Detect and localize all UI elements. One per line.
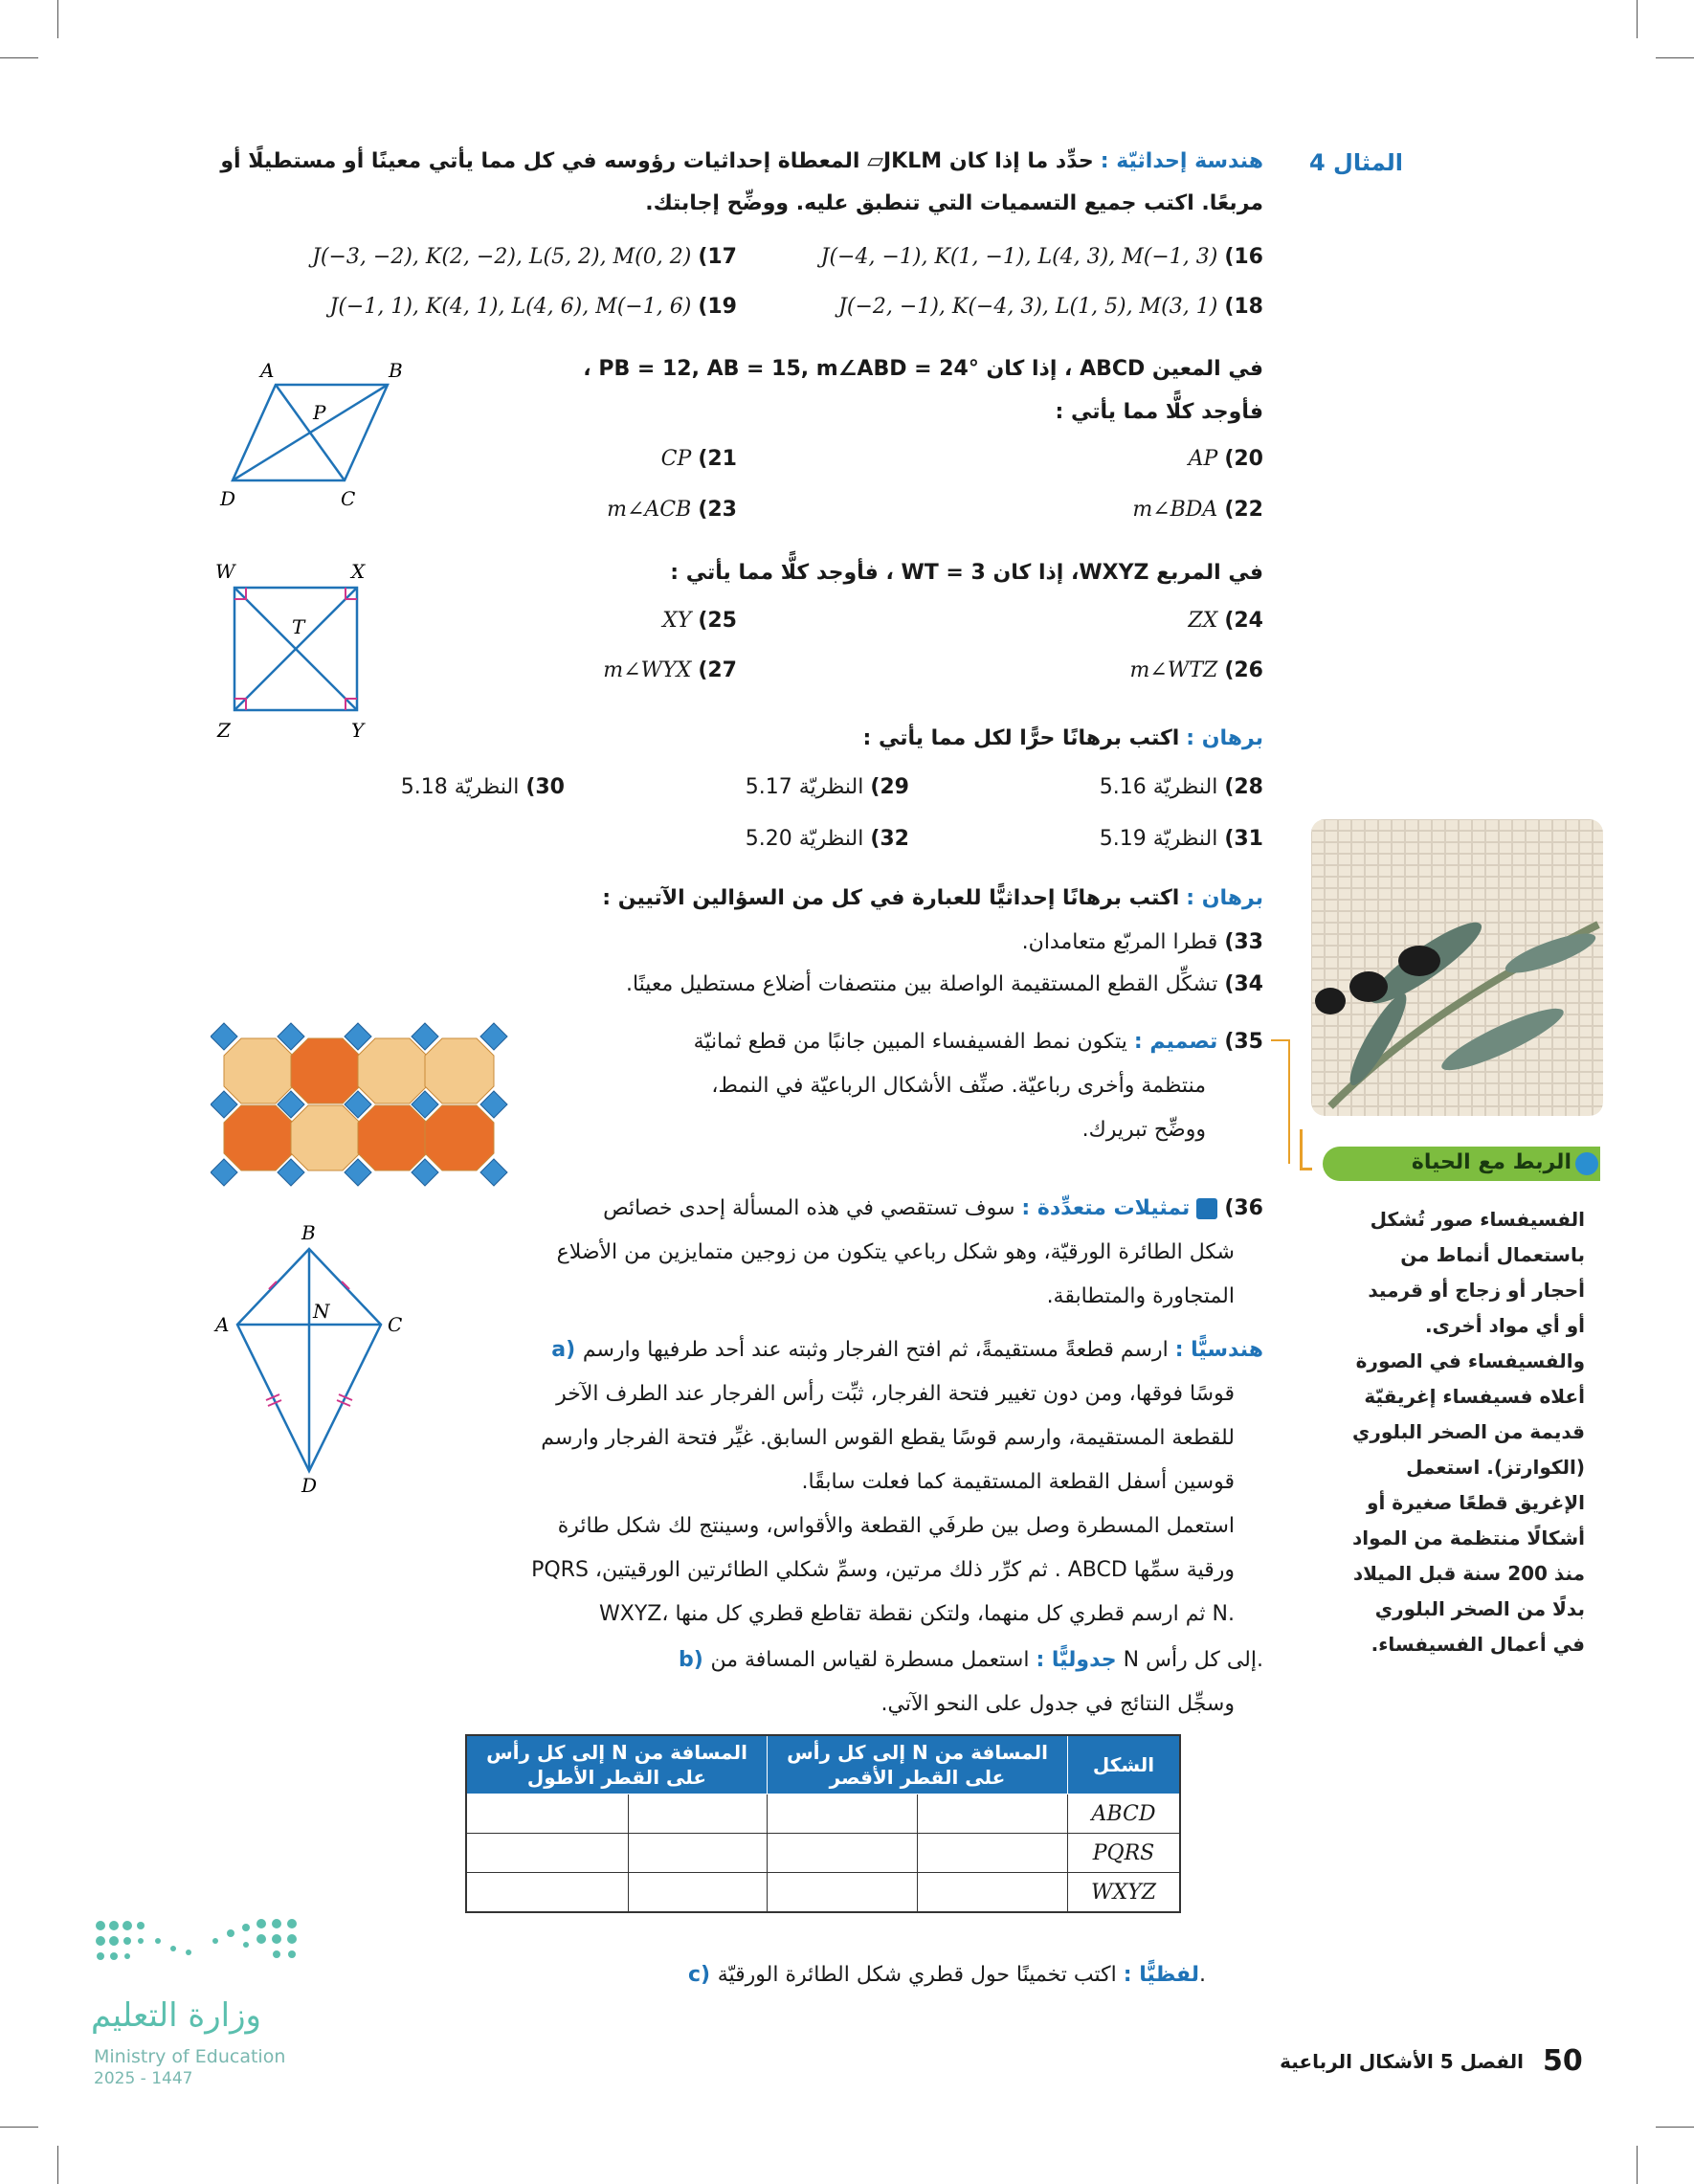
part-a-line: ورقية سمِّها ABCD . ثم كرِّر ذلك مرتين، وسمِّ شكلي الطائرتين الورقيتين، PQRS	[531, 1558, 1235, 1582]
exercise-28: 28) النظريّة 5.16	[1099, 775, 1263, 799]
part-a-line: استعمل المسطرة وصل بين طرفَي القطعة والأقواس، وسينتج لك شكل طائرة	[557, 1514, 1235, 1538]
connector-line	[1288, 1039, 1290, 1164]
design-line3: ووضِّح تبريرك.	[1081, 1118, 1206, 1142]
table-header-shape: الشكل	[1068, 1735, 1181, 1794]
table-cell[interactable]	[628, 1834, 767, 1873]
exercise-35: 35) تصميم : يتكون نمط الفسيفساء المبين جانبًا من قطع ثمانيّة	[693, 1030, 1263, 1054]
ministry-year: 2025 - 1447	[94, 2069, 193, 2088]
example-topic: هندسة إحداثيّة :	[1100, 149, 1263, 173]
table-row	[466, 1834, 1180, 1873]
exercise-22: 22) m∠BDA	[1132, 498, 1263, 522]
table-cell-shape: PQRS	[1068, 1834, 1181, 1873]
square-label-y: Y	[351, 719, 365, 742]
kite-label-a: A	[215, 1313, 230, 1336]
rhombus-intro2: فأوجد كلًّا مما يأتي :	[1055, 400, 1263, 424]
rhombus-label-c: C	[341, 487, 356, 510]
example-intro	[211, 144, 1263, 179]
table-row	[466, 1873, 1180, 1913]
exercise-34: 34) تشكِّل القطع المستقيمة الواصلة بين منتصفات أضلاع مستطيل معينًا.	[625, 972, 1263, 996]
table-cell[interactable]	[918, 1834, 1068, 1873]
square-intro: في المربع WXYZ، إذا كان WT = 3 ، فأوجد كلًّا مما يأتي :	[670, 561, 1263, 585]
table-header-long: المسافة من N إلى كل رأس على القطر الأطول	[466, 1735, 768, 1794]
exercise-24: 24) ZX	[1188, 609, 1263, 633]
kite-label-d: D	[301, 1474, 318, 1497]
connector-line	[1271, 1039, 1290, 1041]
exercise-29: 29) النظريّة 5.17	[745, 775, 909, 799]
table-cell[interactable]	[628, 1873, 767, 1913]
ministry-english: Ministry of Education	[94, 2046, 286, 2067]
square-label-w: W	[215, 560, 235, 583]
multi-intro-line3: المتجاورة والمتطابقة.	[1046, 1284, 1235, 1308]
exercise-18: 18) J(−2, −1), K(−4, 3), L(1, 5), M(3, 1)	[838, 295, 1263, 319]
exercise-17: 17) J(−3, −2), K(2, −2), L(5, 2), M(0, 2)	[312, 245, 737, 269]
crop-mark	[1656, 57, 1694, 58]
ministry-arabic: وزارة التعليم	[91, 1996, 261, 2035]
exercise-33: 33) قطرا المربّع متعامدان.	[1021, 930, 1263, 954]
exercise-20: 20) AP	[1188, 447, 1263, 471]
kite-figure	[206, 1220, 426, 1498]
example-line2: مربعًا. اكتب جميع التسميات التي تنطبق عليه. ووضِّح إجابتك.	[645, 191, 1263, 215]
rhombus-label-b: B	[389, 359, 403, 382]
example-line1: حدِّد ما إذا كان JKLM▱ المعطاة إحداثيات رؤوسه في كل مما يأتي معينًا أو مستطيلًا أو	[220, 149, 1094, 173]
results-table	[465, 1734, 1181, 1913]
kite-label-n: N	[313, 1300, 330, 1323]
table-cell[interactable]	[768, 1834, 918, 1873]
part-a-line: للقطعة المستقيمة، وارسم قوسًا يقطع القوس السابق. غيِّر فتحة الفرجار وارسم	[541, 1426, 1235, 1450]
crop-mark	[0, 2127, 38, 2128]
table-cell[interactable]	[768, 1873, 918, 1913]
table-cell[interactable]	[466, 1794, 628, 1834]
part-c: c) لفظيًّا : اكتب تخمينًا حول قطري شكل الطائرة الورقيّة.	[687, 1963, 1206, 1987]
multiple-representations-icon	[1196, 1198, 1217, 1219]
multi-intro-line2: شكل الطائرة الورقيّة، وهو شكل رباعي يتكون من زوجين متمايزين من الأضلاع	[556, 1240, 1235, 1264]
globe-icon	[1575, 1152, 1598, 1175]
table-cell[interactable]	[918, 1873, 1068, 1913]
rhombus-intro1: في المعين ABCD ، إذا كان PB = 12, AB = 15, m∠ABD = 24° ،	[583, 357, 1263, 381]
proof2-header: برهان : اكتب برهانًا إحداثيًّا للعبارة في كل من السؤالين الآتيين :	[602, 886, 1263, 910]
exercise-25: 25) XY	[662, 609, 737, 633]
kite-label-b: B	[301, 1221, 316, 1244]
table-cell-shape: WXYZ	[1068, 1873, 1181, 1913]
part-a-line: قوسين أسفل القطعة المستقيمة كما فعلت سابقًا.	[801, 1470, 1235, 1494]
sidebar-title: الربط مع الحياة	[1411, 1150, 1571, 1174]
crop-mark	[0, 57, 38, 58]
exercise-30: 30) النظريّة 5.18	[400, 775, 565, 799]
page-number: 50	[1543, 2044, 1583, 2078]
exercise-26: 26) m∠WTZ	[1129, 658, 1263, 682]
kite-label-c: C	[388, 1313, 403, 1336]
crop-mark	[1656, 2127, 1694, 2128]
ministry-dots-logo	[91, 1914, 301, 1991]
part-a-line: WXYZ، ثم ارسم قطري كل منهما، ولتكن نقطة تقاطع قطري كل منها N.	[599, 1602, 1235, 1626]
part-a: a) هندسيًّا : ارسم قطعةً مستقيمةً، ثم افتح الفرجار وثبته عند أحد طرفيها وارسم	[551, 1338, 1263, 1362]
rhombus-label-d: D	[220, 487, 236, 510]
crop-mark	[1637, 0, 1638, 38]
sidebar-text: الفسيفساء صور تُشكل باستعمال أنماط من أحجار أو زجاج أو قرميد أو أي مواد أخرى. والفسيفساء في الصورة أعلاه فسيفساء إغريقيّة قديمة من الصخر البلوري (الكوارتز). استعمل الإغريق قطعًا صغيرة أو أشكالًا منتظمة من المواد منذ 200 سنة قبل الميلاد بدلًا من الصخر البلوري في أعمال الفسيفساء.	[1352, 1208, 1585, 1656]
table-cell-shape: ABCD	[1068, 1794, 1181, 1834]
table-row	[466, 1794, 1180, 1834]
exercise-36: 36) تمثيلات متعدِّدة : سوف تستقصي في هذه المسألة إحدى خصائص	[603, 1196, 1263, 1220]
square-label-t: T	[292, 615, 305, 638]
table-cell[interactable]	[628, 1794, 767, 1834]
table-header-short: المسافة من N إلى كل رأس على القطر الأقصر	[768, 1735, 1068, 1794]
part-a-line: قوسًا فوقها، ومن دون تغيير فتحة الفرجار، ثبِّت رأس الفرجار عند الطرف الآخر	[556, 1382, 1235, 1406]
exercise-19: 19) J(−1, 1), K(4, 1), L(4, 6), M(−1, 6)	[329, 295, 737, 319]
table-cell[interactable]	[918, 1794, 1068, 1834]
exercise-32: 32) النظريّة 5.20	[745, 827, 909, 851]
mosaic-pattern	[211, 1019, 526, 1192]
table-cell[interactable]	[466, 1834, 628, 1873]
square-figure	[206, 555, 397, 747]
exercise-27: 27) m∠WYX	[603, 658, 737, 682]
table-cell[interactable]	[768, 1794, 918, 1834]
crop-mark	[57, 2146, 58, 2184]
footer-chapter: الفصل 5 الأشكال الرباعية	[1280, 2050, 1524, 2073]
rhombus-figure	[211, 354, 421, 517]
exercise-23: 23) m∠ACB	[607, 498, 737, 522]
square-label-x: X	[351, 560, 366, 583]
square-label-z: Z	[217, 719, 231, 742]
part-b: b) جدوليًّا : استعمل مسطرة لقياس المسافة من N إلى كل رأس.	[678, 1648, 1263, 1672]
exercise-21: 21) CP	[660, 447, 737, 471]
mosaic-photo	[1311, 819, 1603, 1116]
proof1-header: برهان : اكتب برهانًا حرًّا لكل مما يأتي :	[862, 726, 1263, 750]
exercise-31: 31) النظريّة 5.19	[1099, 827, 1263, 851]
rhombus-label-p: P	[313, 401, 326, 424]
table-cell[interactable]	[466, 1873, 628, 1913]
crop-mark	[1637, 2146, 1638, 2184]
example-label: المثال 4	[1309, 149, 1404, 176]
part-b-line: وسجِّل النتائج في جدول على النحو الآتي.	[880, 1692, 1235, 1716]
sidebar-bracket	[1300, 1129, 1312, 1170]
rhombus-label-a: A	[260, 359, 275, 382]
sidebar-title-bar	[1323, 1147, 1600, 1181]
exercise-16: 16) J(−4, −1), K(1, −1), L(4, 3), M(−1, 3)	[820, 245, 1263, 269]
crop-mark	[57, 0, 58, 38]
design-line2: منتظمة وأخرى رباعيّة. صنِّف الأشكال الرباعيّة في النمط،	[711, 1074, 1206, 1098]
